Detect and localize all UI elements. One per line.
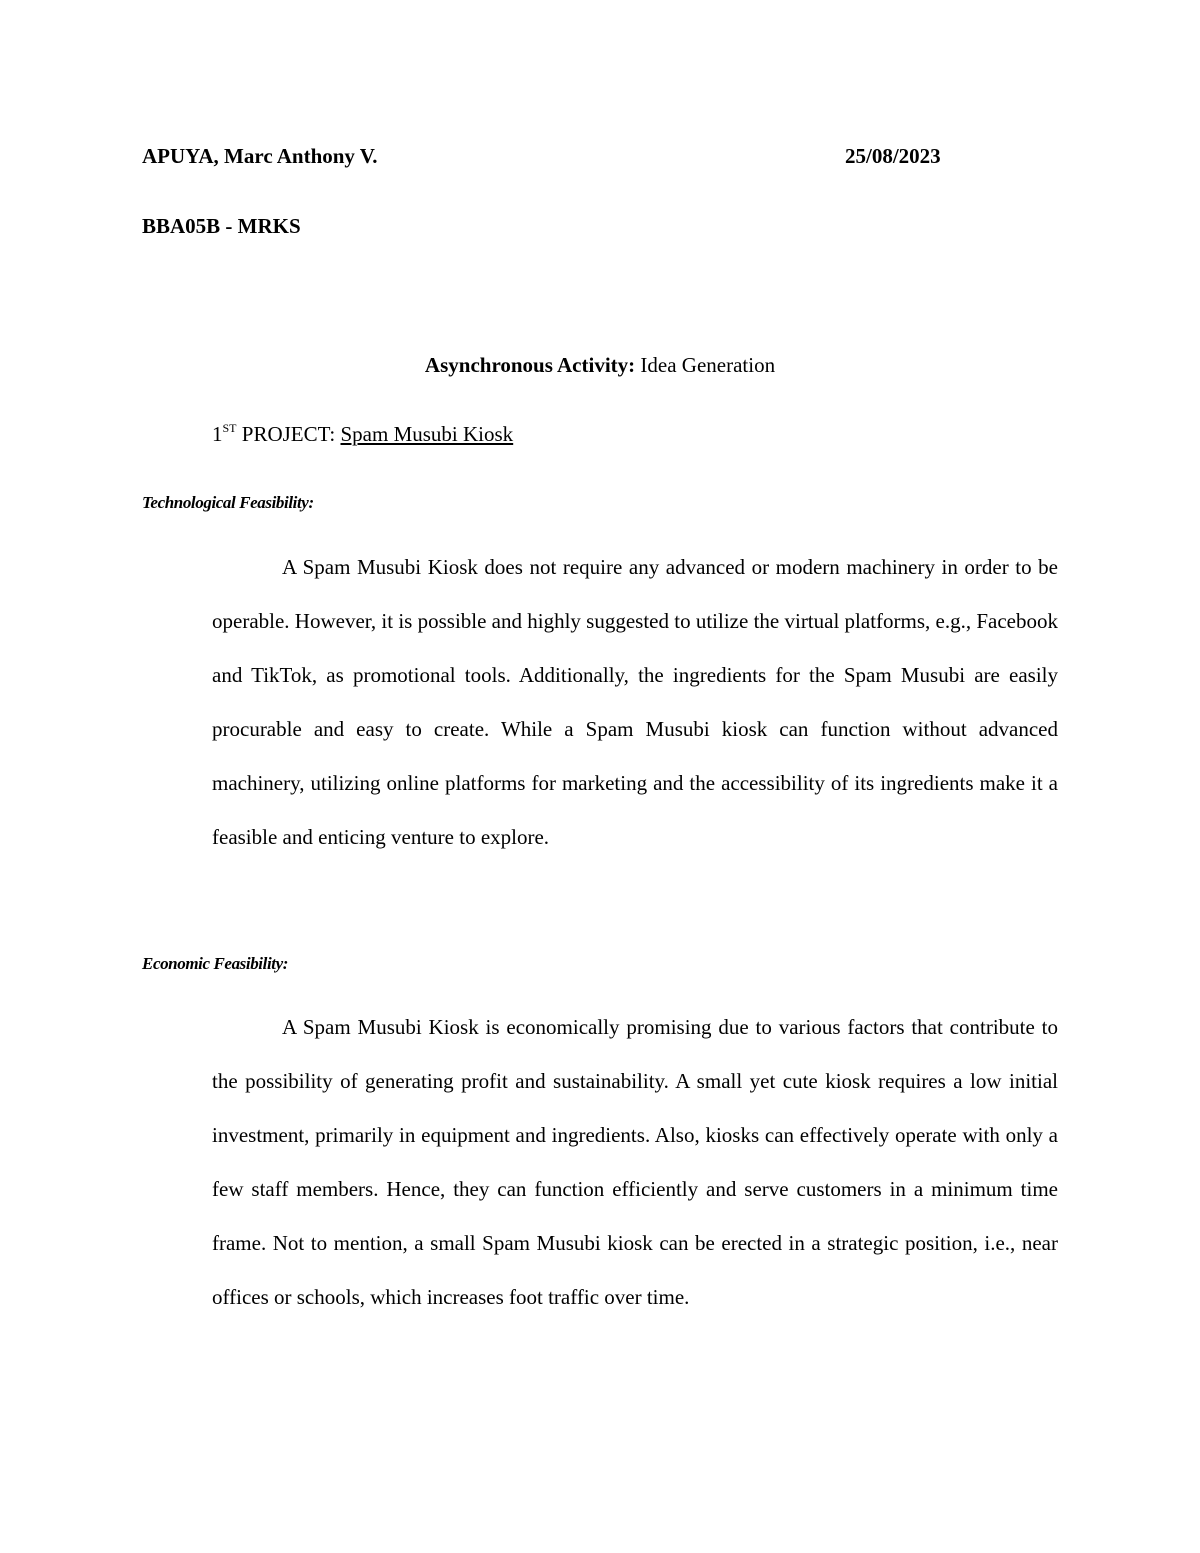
technological-feasibility-heading: Technological Feasibility: [142, 493, 314, 512]
author-name: APUYA, Marc Anthony V. [142, 144, 378, 168]
economic-feasibility-heading: Economic Feasibility: [142, 954, 289, 973]
project-line [212, 421, 513, 447]
activity-title [0, 352, 1200, 378]
activity-title-text: Idea Generation [635, 353, 776, 377]
activity-title-label: Asynchronous Activity: [424, 353, 636, 377]
project-label: PROJECT: [236, 422, 341, 446]
economic-feasibility-paragraph: A Spam Musubi Kiosk is economically promising due to various factors that contribute to the possibility of generating profit and sustainability. A small yet cute kiosk requires a low initial investment, primarily in equipment and ingredients. Also, kiosks can effectively operate with only a few staff members. Hence, they can function efficiently and serve customers in a minimum time frame. Not to mention, a small Spam Musubi kiosk can be erected in a strategic position, i.e., near offices or schools, which increases foot traffic over time. [212, 1015, 1058, 1309]
project-number: 1 [212, 422, 223, 446]
project-number-suffix: ST [222, 421, 237, 435]
project-name: Spam Musubi Kiosk [340, 422, 514, 446]
document-date: 25/08/2023 [845, 144, 941, 168]
technological-feasibility-paragraph: A Spam Musubi Kiosk does not require any advanced or modern machinery in order to be operable. However, it is possible and highly suggested to utilize the virtual platforms, e.g., Facebook and TikTok, as promotional tools. Additionally, the ingredients for the Spam Musubi are easily procurable and easy to create. While a Spam Musubi kiosk can function without advanced machinery, utilizing online platforms for marketing and the accessibility of its ingredients make it a feasible and enticing venture to explore. [212, 555, 1058, 849]
class-section-code: BBA05B - MRKS [142, 214, 301, 238]
